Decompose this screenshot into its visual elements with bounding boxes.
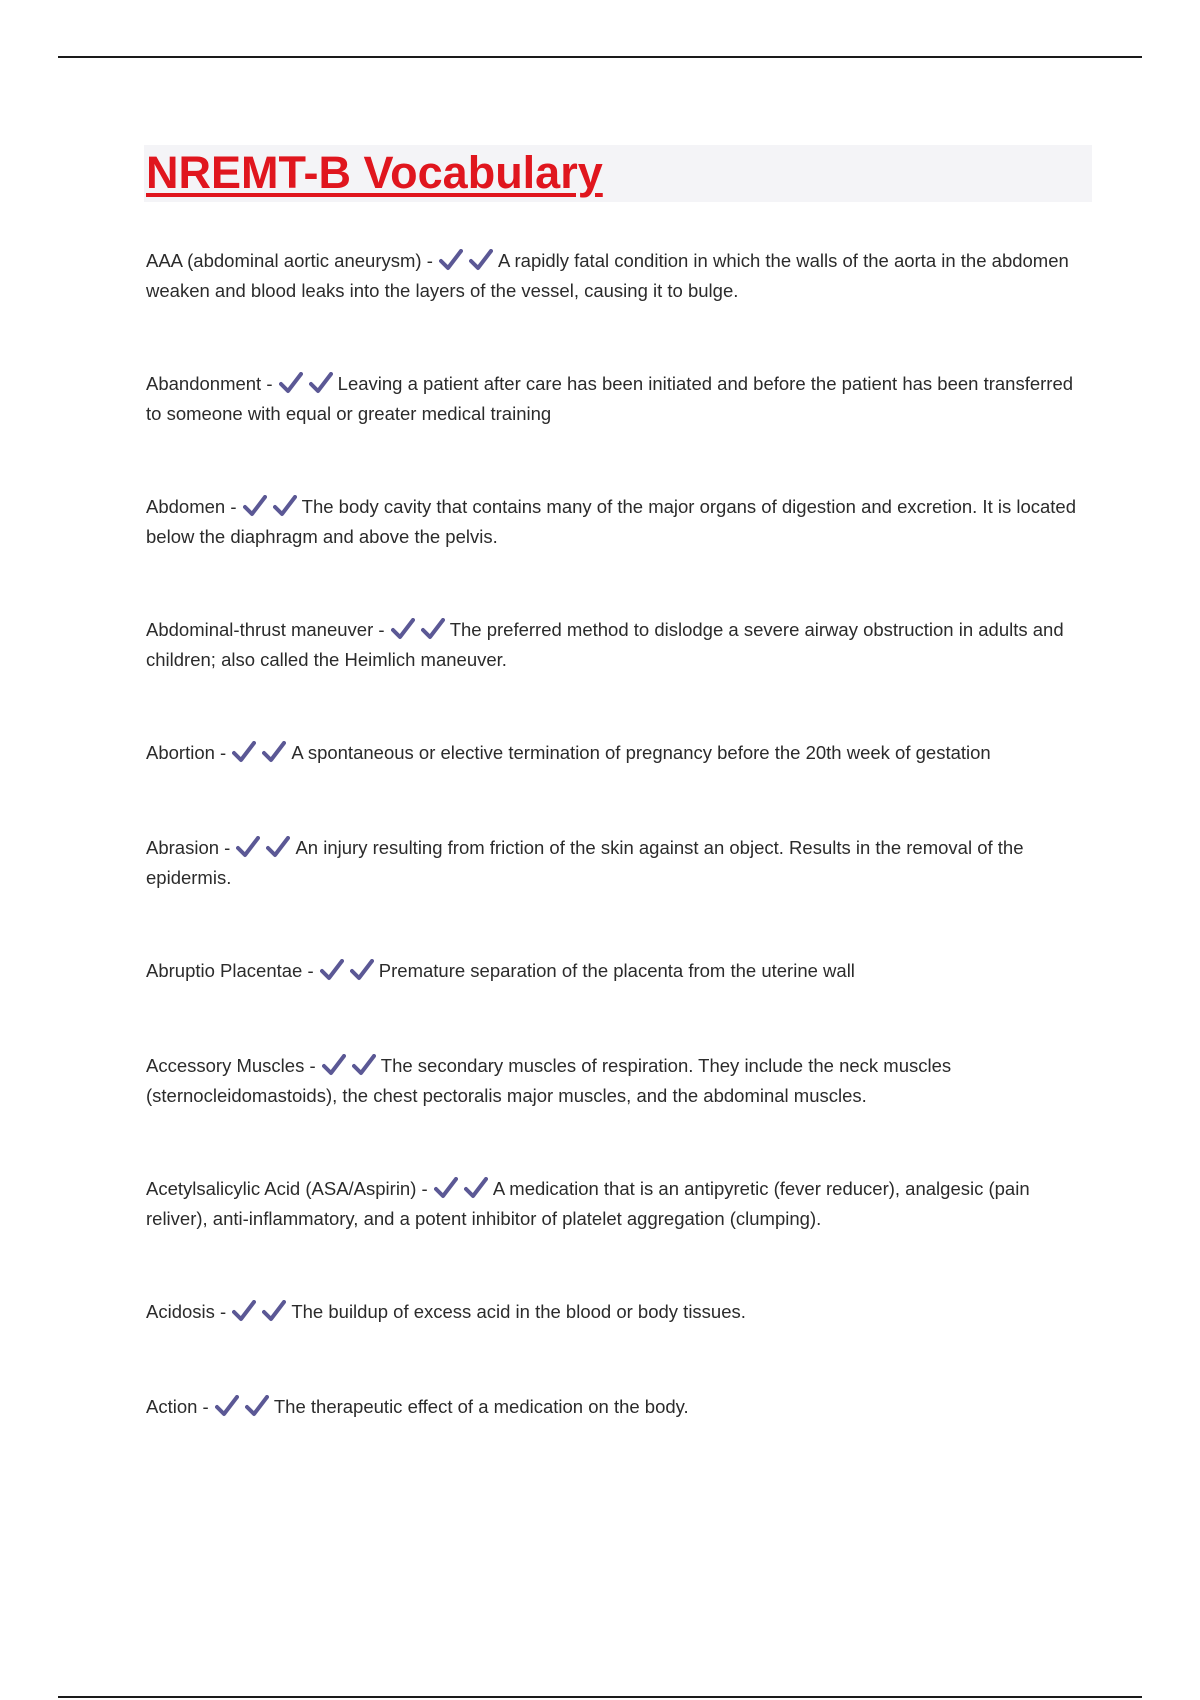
checkmark-icon: [236, 836, 260, 858]
vocab-entry: [146, 615, 1091, 675]
vocab-entry: [146, 1297, 1091, 1327]
vocab-definition: The body cavity that contains many of the major organs of digestion and excretion. It is located below the diaphragm and above the pelvis.: [146, 496, 1077, 547]
term-separator: -: [219, 837, 236, 858]
checkmark-icon: [439, 249, 463, 271]
checkmark-icon: [232, 1300, 256, 1322]
vocab-definition: A medication that is an antipyretic (fever reducer), analgesic (pain reliver), anti-inflammatory, and a potent inhibitor of platelet aggregation (clumping).: [146, 1178, 1030, 1229]
checkmark-icon: [464, 1177, 488, 1199]
checkmark-icon: [352, 1054, 376, 1076]
check-marks: [232, 1297, 289, 1327]
footer-rule: [58, 1696, 1142, 1698]
vocab-definition: A spontaneous or elective termination of pregnancy before the 20th week of gestation: [291, 742, 991, 763]
vocab-entry: [146, 492, 1091, 552]
vocab-entry: [146, 1392, 1091, 1422]
term-separator: -: [421, 250, 439, 271]
term-separator: -: [416, 1178, 433, 1199]
vocab-definition: The preferred method to dislodge a severe airway obstruction in adults and children; also called the Heimlich maneuver.: [146, 619, 1064, 670]
vocabulary-list: [146, 246, 1091, 1487]
vocab-entry: [146, 1051, 1091, 1111]
checkmark-icon: [322, 1054, 346, 1076]
vocab-definition: The secondary muscles of respiration. They include the neck muscles (sternocleidomastoids), the chest pectoralis major muscles, and the abdominal muscles.: [146, 1055, 952, 1106]
check-marks: [243, 492, 300, 522]
checkmark-icon: [262, 1300, 286, 1322]
check-marks: [320, 956, 377, 986]
check-marks: [434, 1174, 491, 1204]
vocab-entry: [146, 1174, 1091, 1234]
checkmark-icon: [469, 249, 493, 271]
vocab-term: Acetylsalicylic Acid (ASA/Aspirin): [146, 1178, 417, 1199]
term-separator: -: [225, 496, 242, 517]
term-separator: -: [304, 1055, 321, 1076]
vocab-term: Abruptio Placentae: [146, 960, 303, 981]
vocab-term: Accessory Muscles: [146, 1055, 305, 1076]
vocab-term: Abortion: [146, 742, 215, 763]
vocab-definition: An injury resulting from friction of the skin against an object. Results in the removal of the epidermis.: [146, 837, 1024, 888]
checkmark-icon: [309, 372, 333, 394]
checkmark-icon: [243, 495, 267, 517]
checkmark-icon: [434, 1177, 458, 1199]
checkmark-icon: [279, 372, 303, 394]
check-marks: [279, 369, 336, 399]
checkmark-icon: [245, 1395, 269, 1417]
vocab-term: Abdominal-thrust maneuver: [146, 619, 374, 640]
vocab-entry: [146, 833, 1091, 893]
vocab-entry: [146, 246, 1091, 306]
vocab-definition: The therapeutic effect of a medication on the body.: [273, 1396, 689, 1417]
check-marks: [232, 738, 289, 768]
vocab-entry: [146, 738, 1091, 768]
checkmark-icon: [421, 618, 445, 640]
check-marks: [439, 246, 496, 276]
header-rule: [58, 56, 1142, 58]
vocab-term: Action: [146, 1396, 198, 1417]
check-marks: [215, 1392, 272, 1422]
checkmark-icon: [350, 959, 374, 981]
term-separator: -: [214, 1301, 232, 1322]
check-marks: [236, 833, 293, 863]
check-marks: [322, 1051, 379, 1081]
term-separator: -: [302, 960, 319, 981]
checkmark-icon: [215, 1395, 239, 1417]
vocab-definition: Leaving a patient after care has been initiated and before the patient has been transferred to someone with equal or greater medical training: [146, 373, 1074, 424]
term-separator: -: [214, 742, 232, 763]
vocab-definition: Premature separation of the placenta from the uterine wall: [378, 960, 855, 981]
checkmark-icon: [320, 959, 344, 981]
term-separator: -: [197, 1396, 214, 1417]
term-separator: -: [373, 619, 390, 640]
vocab-term: Abrasion: [146, 837, 220, 858]
checkmark-icon: [232, 741, 256, 763]
checkmark-icon: [273, 495, 297, 517]
vocab-definition: A rapidly fatal condition in which the walls of the aorta in the abdomen weaken and blood leaks into the layers of the vessel, causing it to bulge.: [146, 250, 1069, 301]
vocab-entry: [146, 956, 1091, 986]
term-separator: -: [261, 373, 278, 394]
vocab-entry: [146, 369, 1091, 429]
page-title: NREMT-B Vocabulary: [146, 147, 603, 198]
vocab-definition: The buildup of excess acid in the blood or body tissues.: [291, 1301, 746, 1322]
checkmark-icon: [391, 618, 415, 640]
checkmark-icon: [262, 741, 286, 763]
vocab-term: Abandonment: [146, 373, 262, 394]
vocab-term: Abdomen: [146, 496, 226, 517]
vocab-term: AAA (abdominal aortic aneurysm): [146, 250, 422, 271]
check-marks: [391, 615, 448, 645]
checkmark-icon: [266, 836, 290, 858]
vocab-term: Acidosis: [146, 1301, 215, 1322]
